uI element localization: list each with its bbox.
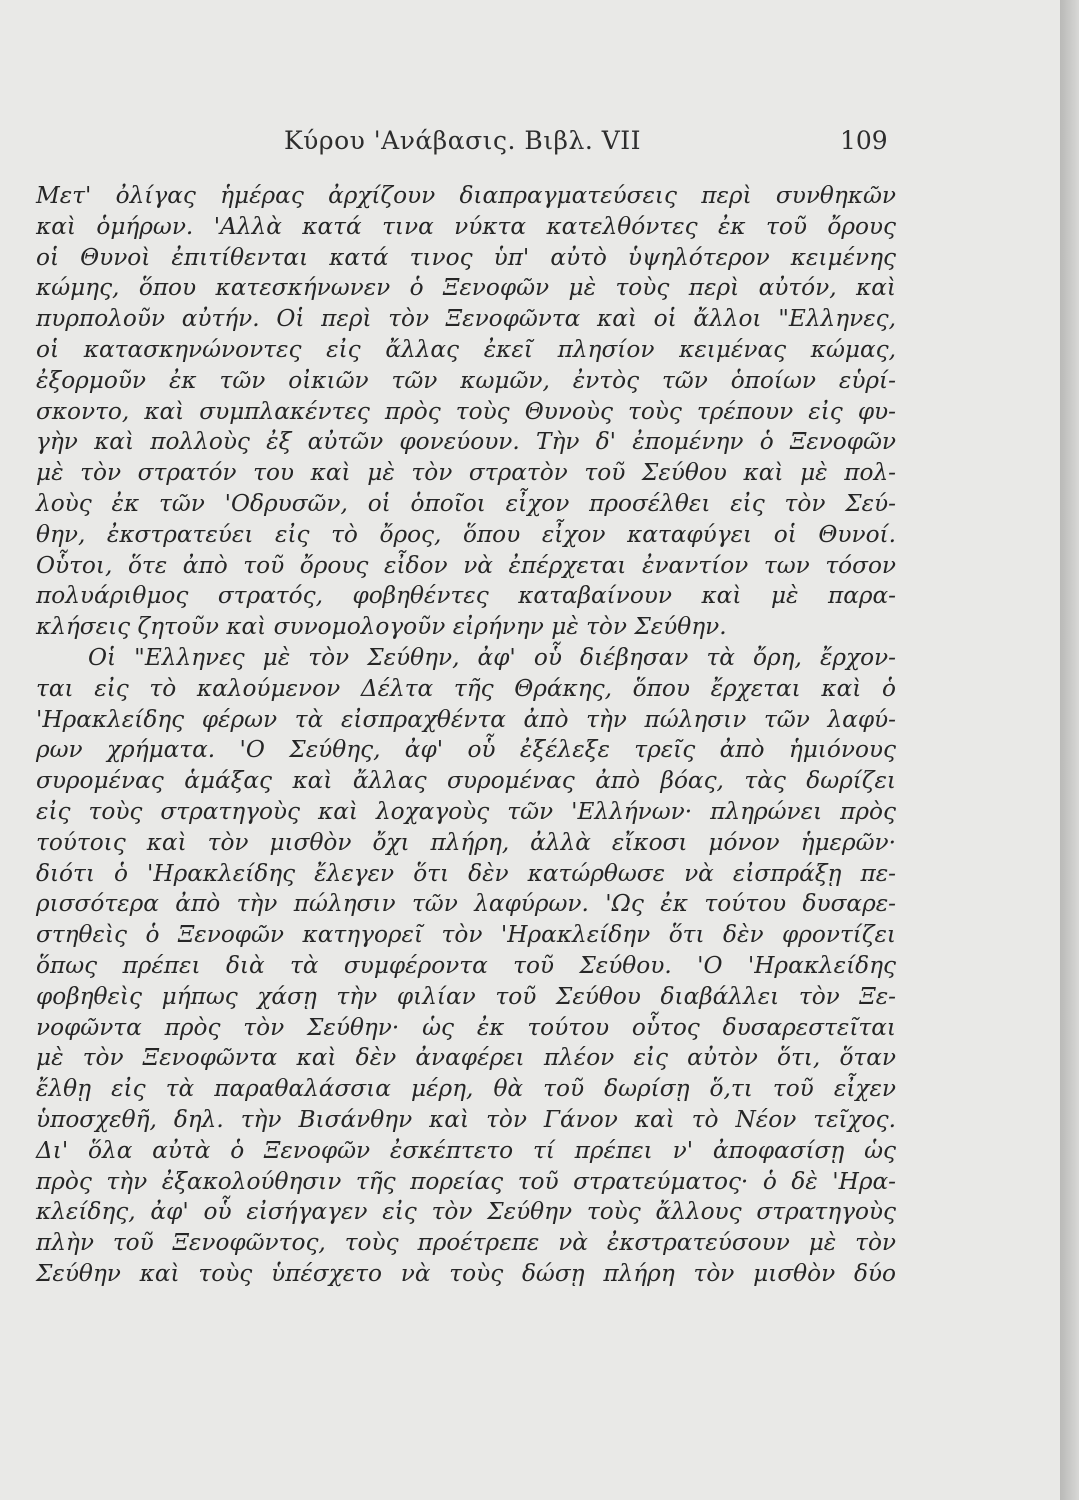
- page-number: 109: [840, 126, 888, 155]
- text-line: ἐξορμοῦν ἐκ τῶν οἰκιῶν τῶν κωμῶν, ἐντὸς τῶν ὁποίων εὑρί-: [36, 366, 896, 394]
- text-line: διότι ὁ 'Ηρακλείδης ἔλεγεν ὅτι δὲν κατώρθωσε νὰ εἰσπράξῃ πε-: [36, 859, 896, 887]
- text-line: πολυάριθμος στρατός, φοβηθέντες καταβαίνουν καὶ μὲ παρα-: [36, 582, 896, 610]
- text-line: μὲ τὸν Ξενοφῶντα καὶ δὲν ἀναφέρει πλέον εἰς αὐτὸν ὅτι, ὅταν: [36, 1044, 896, 1072]
- page-edge: [1060, 0, 1079, 1500]
- text-line: ἔλθῃ εἰς τὰ παραθαλάσσια μέρη, θὰ τοῦ δωρίσῃ ὅ,τι τοῦ εἶχεν: [36, 1075, 896, 1103]
- text-line: οἱ Θυνοὶ ἐπιτίθενται κατά τινος ὑπ' αὐτὸ ὑψηλότερον κειμένης: [36, 243, 896, 271]
- text-line: καὶ ὁμήρων. 'Αλλὰ κατά τινα νύκτα κατελθόντες ἐκ τοῦ ὄρους: [36, 212, 896, 240]
- text-line: σκοντο, καὶ συμπλακέντες πρὸς τοὺς Θυνοὺς τοὺς τρέπουν εἰς φυ-: [36, 397, 896, 425]
- text-line: ται εἰς τὸ καλούμενον Δέλτα τῆς Θράκης, ὅπου ἔρχεται καὶ ὁ: [36, 674, 896, 702]
- text-line: Οἱ "Ελληνες μὲ τὸν Σεύθην, ἀφ' οὗ διέβησαν τὰ ὄρη, ἔρχον-: [88, 643, 896, 671]
- text-line: τούτοις καὶ τὸν μισθὸν ὄχι πλήρη, ἀλλὰ εἴκοσι μόνον ἡμερῶν·: [36, 828, 896, 856]
- text-line: πρὸς τὴν ἐξακολούθησιν τῆς πορείας τοῦ στρατεύματος· ὁ δὲ 'Ηρα-: [36, 1167, 896, 1195]
- text-line: κλείδης, ἀφ' οὗ εἰσήγαγεν εἰς τὸν Σεύθην τοὺς ἄλλους στρατηγοὺς: [36, 1198, 896, 1226]
- text-line: εἰς τοὺς στρατηγοὺς καὶ λοχαγοὺς τῶν 'Ελλήνων· πληρώνει πρὸς: [36, 797, 896, 825]
- text-line: ὑποσχεθῆ, δηλ. τὴν Βισάνθην καὶ τὸν Γάνον καὶ τὸ Νέον τεῖχος.: [36, 1105, 896, 1133]
- text-line: στηθεὶς ὁ Ξενοφῶν κατηγορεῖ τὸν 'Ηρακλείδην ὅτι δὲν φροντίζει: [36, 921, 896, 949]
- text-line: κλήσεις ζητοῦν καὶ συνομολογοῦν εἰρήνην μὲ τὸν Σεύθην.: [36, 613, 727, 641]
- text-line: νοφῶντα πρὸς τὸν Σεύθην· ὡς ἐκ τούτου οὗτος δυσαρεστεῖται: [36, 1013, 896, 1041]
- text-line: συρομένας ἁμάξας καὶ ἄλλας συρομένας ἀπὸ βόας, τὰς δωρίζει: [36, 767, 896, 795]
- text-line: 'Ηρακλείδης φέρων τὰ εἰσπραχθέντα ἀπὸ τὴν πώλησιν τῶν λαφύ-: [36, 705, 896, 733]
- text-line: ρισσότερα ἀπὸ τὴν πώλησιν τῶν λαφύρων. 'Ως ἐκ τούτου δυσαρε-: [36, 890, 896, 918]
- text-line: Οὗτοι, ὅτε ἀπὸ τοῦ ὄρους εἶδον νὰ ἐπέρχεται ἐναντίον των τόσον: [36, 551, 896, 579]
- text-line: ὅπως πρέπει διὰ τὰ συμφέροντα τοῦ Σεύθου. 'Ο 'Ηρακλείδης: [36, 951, 896, 979]
- text-line: Σεύθην καὶ τοὺς ὑπέσχετο νὰ τοὺς δώσῃ πλήρη τὸν μισθὸν δύο: [36, 1259, 896, 1287]
- text-line: Μετ' ὀλίγας ἡμέρας ἀρχίζουν διαπραγματεύσεις περὶ συνθηκῶν: [36, 182, 896, 209]
- text-line: Δι' ὅλα αὐτὰ ὁ Ξενοφῶν ἐσκέπτετο τί πρέπει ν' ἀποφασίσῃ ὡς: [36, 1136, 896, 1164]
- text-line: φοβηθεὶς μήπως χάσῃ τὴν φιλίαν τοῦ Σεύθου διαβάλλει τὸν Ξε-: [36, 982, 896, 1010]
- text-line: λοὺς ἐκ τῶν 'Οδρυσῶν, οἱ ὁποῖοι εἶχον προσέλθει εἰς τὸν Σεύ-: [36, 489, 896, 517]
- text-line: γὴν καὶ πολλοὺς ἐξ αὐτῶν φονεύουν. Τὴν δ' ἐπομένην ὁ Ξενοφῶν: [36, 428, 896, 456]
- text-line: οἱ κατασκηνώνοντες εἰς ἄλλας ἐκεῖ πλησίον κειμένας κώμας,: [36, 335, 896, 363]
- text-line: μὲ τὸν στρατόν του καὶ μὲ τὸν στρατὸν τοῦ Σεύθου καὶ μὲ πολ-: [36, 459, 896, 487]
- text-line: κώμης, ὅπου κατεσκήνωνεν ὁ Ξενοφῶν μὲ τοὺς περὶ αὐτόν, καὶ: [36, 274, 896, 302]
- text-line: πλὴν τοῦ Ξενοφῶντος, τοὺς προέτρεπε νὰ ἐκστρατεύσουν μὲ τὸν: [36, 1229, 896, 1257]
- running-head: [0, 126, 1060, 162]
- text-line: πυρπολοῦν αὐτήν. Οἱ περὶ τὸν Ξενοφῶντα καὶ οἱ ἄλλοι "Ελληνες,: [36, 305, 896, 333]
- body-text: [36, 181, 896, 1290]
- text-line: ρων χρήματα. 'Ο Σεύθης, ἀφ' οὗ ἐξέλεξε τρεῖς ἀπὸ ἡμιόνους: [36, 736, 896, 764]
- running-title: Κύρου 'Ανάβασις. Βιβλ. VII: [284, 126, 642, 155]
- text-line: θην, ἐκστρατεύει εἰς τὸ ὄρος, ὅπου εἶχον καταφύγει οἱ Θυνοί.: [36, 520, 896, 548]
